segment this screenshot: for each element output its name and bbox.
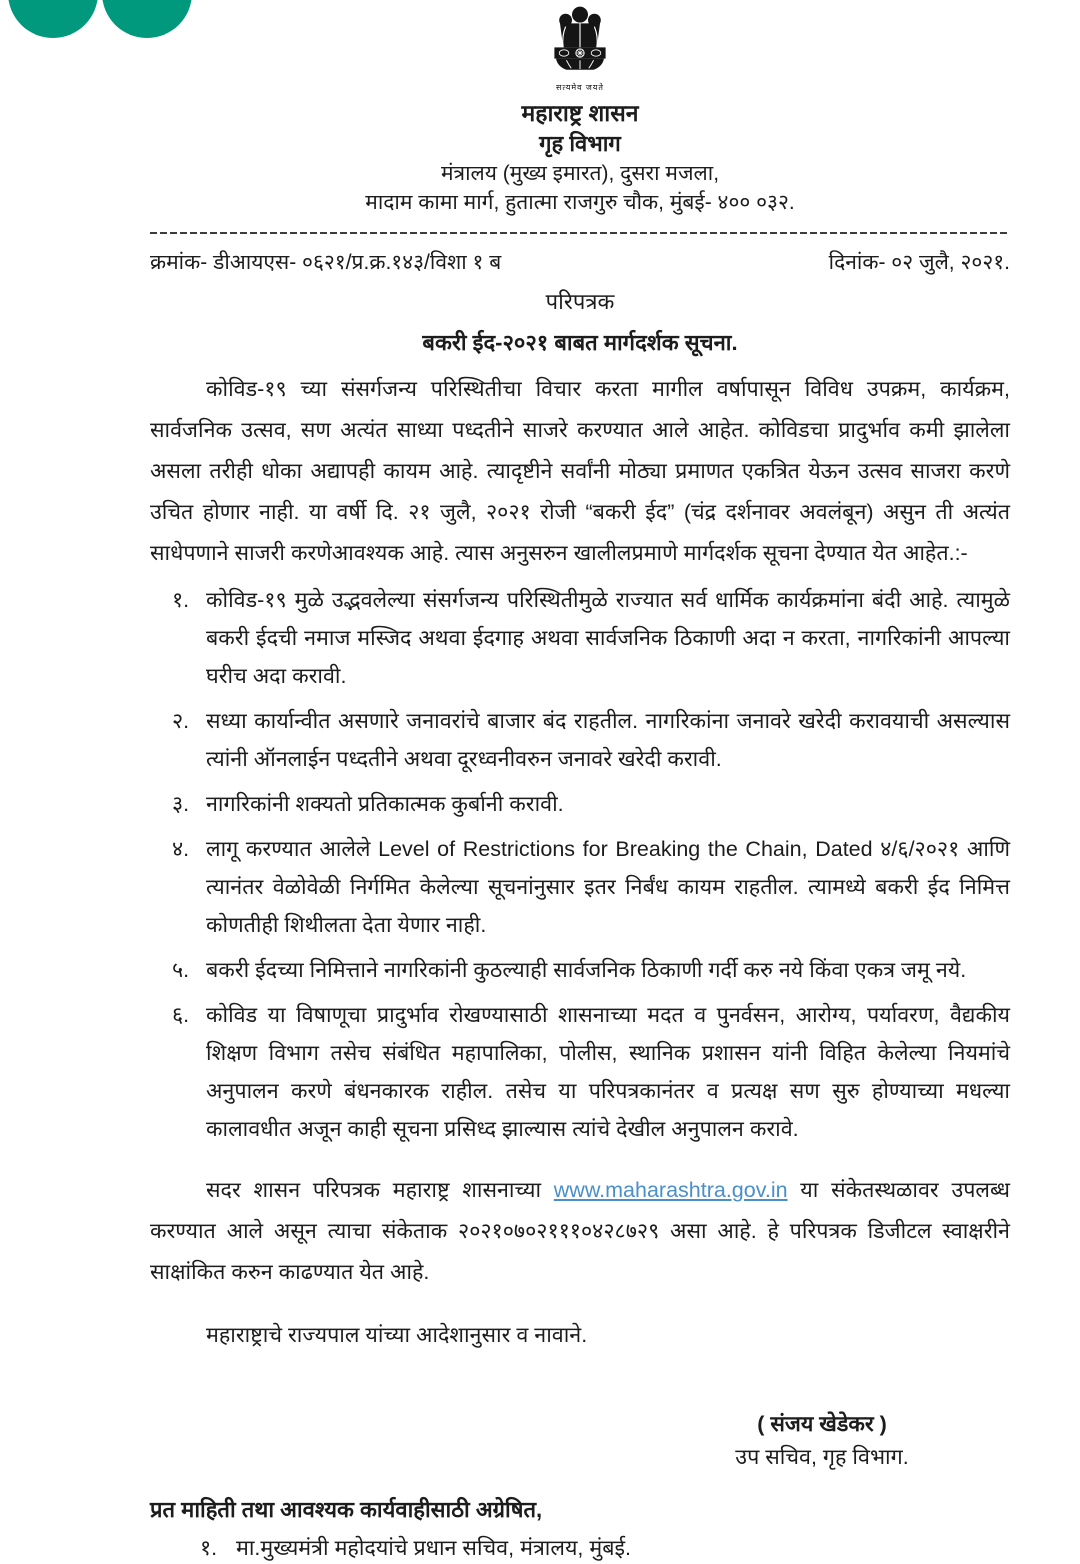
list-item	[150, 702, 1010, 778]
government-name: महाराष्ट्र शासन	[521, 100, 639, 126]
list-item-number: ५.	[172, 957, 190, 982]
list-item-text: सध्या कार्यान्वीत असणारे जनावरांचे बाजार बंद राहतील. नागरिकांना जनावरे खरेदी करावयाची असल्यास त्यांनी ऑनलाईन पध्दतीने अथवा दूरध्वनीवरुन जनावरे खरेदी करावी.	[206, 708, 1010, 771]
signatory-designation: उप सचिव, गृह विभाग.	[735, 1445, 909, 1470]
address-line-1: मंत्रालय (मुख्य इमारत), दुसरा मजला,	[440, 161, 720, 185]
reference-row	[150, 248, 1010, 277]
closing-text-before: सदर शासन परिपत्रक महाराष्ट्र शासनाच्या	[206, 1177, 554, 1202]
list-item-text: लागू करण्यात आलेले Level of Restrictions for Breaking the Chain, Dated ४/६/२०२१ आणि त्यानंतर वेळोवेळी निर्गमित केलेल्या सूचनांनुसार इतर निर्बंध कायम राहतील. त्यामध्ये बकरी ईद निमित्त कोणतीही शिथीलता देता येणार नाही.	[206, 836, 1010, 937]
list-item-number: २.	[172, 708, 190, 733]
website-link[interactable]: www.maharashtra.gov.in	[553, 1177, 788, 1202]
order-line: महाराष्ट्राचे राज्यपाल यांच्या आदेशानुसार व नावाने.	[206, 1322, 588, 1347]
signature-block	[722, 1408, 922, 1475]
department-name: गृह विभाग	[539, 131, 621, 157]
list-item	[150, 581, 1010, 695]
list-item-text: कोविड-१९ मुळे उद्भवलेल्या संसर्गजन्य परिस्थितीमुळे राज्यात सर्व धार्मिक कार्यक्रमांना बंदी आहे. त्यामुळे बकरी ईदची नमाज मस्जिद अथवा ईदगाह अथवा सार्वजनिक ठिकाणी अदा न करता, नागरिकांनी आपल्या घरीच अदा करावी.	[206, 587, 1010, 688]
distribution-item	[150, 1532, 1010, 1564]
list-item-text: नागरिकांनी शक्यतो प्रतिकात्मक कुर्बानी करावी.	[206, 791, 564, 816]
subject-title: बकरी ईद-२०२१ बाबत मार्गदर्शक सूचना.	[422, 329, 738, 355]
closing-text-after: या संकेतस्थळावर उपलब्ध करण्यात आले असून त्याचा संकेताक २०२१०७०२१११०४२८७२९ असा आहे. हे परिपत्रक डिजीटल स्वाक्षरीने साक्षांकित करुन काढण्यात येत आहे.	[150, 1177, 1010, 1284]
state-emblem-icon	[150, 4, 1010, 92]
address-line-2: मादाम कामा मार्ग, हुतात्मा राजगुरु चौक, मुंबई- ४०० ०३२.	[365, 191, 795, 215]
intro-paragraph: कोविड-१९ च्या संसर्गजन्य परिस्थितीचा विचार करता मागील वर्षापासून विविध उपक्रम, कार्यक्रम, सार्वजनिक उत्सव, सण अत्यंत साध्या पध्दतीने साजरे करण्यात आले आहेत. कोविडचा प्रादुर्भाव कमी झालेला असला तरीही धोका अद्यापही कायम आहे. त्यादृष्टीने सर्वांनी मोठ्या प्रमाणत एकत्रित येऊन उत्सव साजरा करणे उचित होणार नाही. या वर्षी दि. २१ जुलै, २०२१ रोजी “बकरी ईद” (चंद्र दर्शनावर अवलंबून) असुन ती अत्यंत साधेपणाने साजरी करणेआवश्यक आहे. त्यास अनुसरुन खालीलप्रमाणे मार्गदर्शक सूचना देण्यात येत आहेत.:-	[150, 376, 1010, 565]
signatory-name: ( संजय खेडेकर )	[757, 1411, 887, 1436]
letterhead	[150, 0, 1010, 218]
guidelines-list	[150, 581, 1010, 1148]
list-item-number: ३.	[172, 791, 190, 816]
distribution-heading: प्रत माहिती तथा आवश्यक कार्यवाहीसाठी अग्रेषित,	[150, 1496, 543, 1522]
closing-paragraph	[150, 1170, 1010, 1293]
document-type-title: परिपत्रक	[545, 288, 615, 314]
list-item	[150, 785, 1010, 823]
reference-number: क्रमांक- डीआयएस- ०६२१/प्र.क्र.१४३/विशा १ ब	[150, 250, 502, 274]
list-item	[150, 951, 1010, 989]
ashoka-lion-capital-icon	[544, 4, 616, 86]
dashed-separator	[150, 232, 1010, 234]
list-item-number: ६.	[172, 1002, 190, 1027]
distribution-item-text: मा.मुख्यमंत्री महोदयांचे प्रधान सचिव, मंत्रालय, मुंबई.	[236, 1535, 632, 1560]
document-date: दिनांक- ०२ जुलै, २०२१.	[828, 250, 1010, 274]
list-item	[150, 996, 1010, 1148]
distribution-item-number: १.	[200, 1535, 218, 1560]
list-item	[150, 830, 1010, 944]
list-item-text: कोविड या विषाणूचा प्रादुर्भाव रोखण्यासाठी शासनाच्या मदत व पुनर्वसन, आरोग्य, पर्यावरण, वैद्यकीय शिक्षण विभाग तसेच संबंधित महापालिका, पोलीस, स्थानिक प्रशासन यांनी विहित केलेल्या नियमांचे अनुपालन करणे बंधनकारक राहील. तसेच या परिपत्रकानंतर व प्रत्यक्ष सण सुरु होण्याच्या मधल्या कालावधीत अजून काही सूचना प्रसिध्द झाल्यास त्यांचे देखील अनुपालन करावे.	[206, 1002, 1010, 1141]
list-item-number: ४.	[172, 836, 190, 861]
emblem-motto: सत्यमेव जयते	[556, 83, 604, 92]
list-item-number: १.	[172, 587, 190, 612]
list-item-text: बकरी ईदच्या निमित्ताने नागरिकांनी कुठल्याही सार्वजनिक ठिकाणी गर्दी करु नये किंवा एकत्र जमू नये.	[206, 957, 967, 982]
